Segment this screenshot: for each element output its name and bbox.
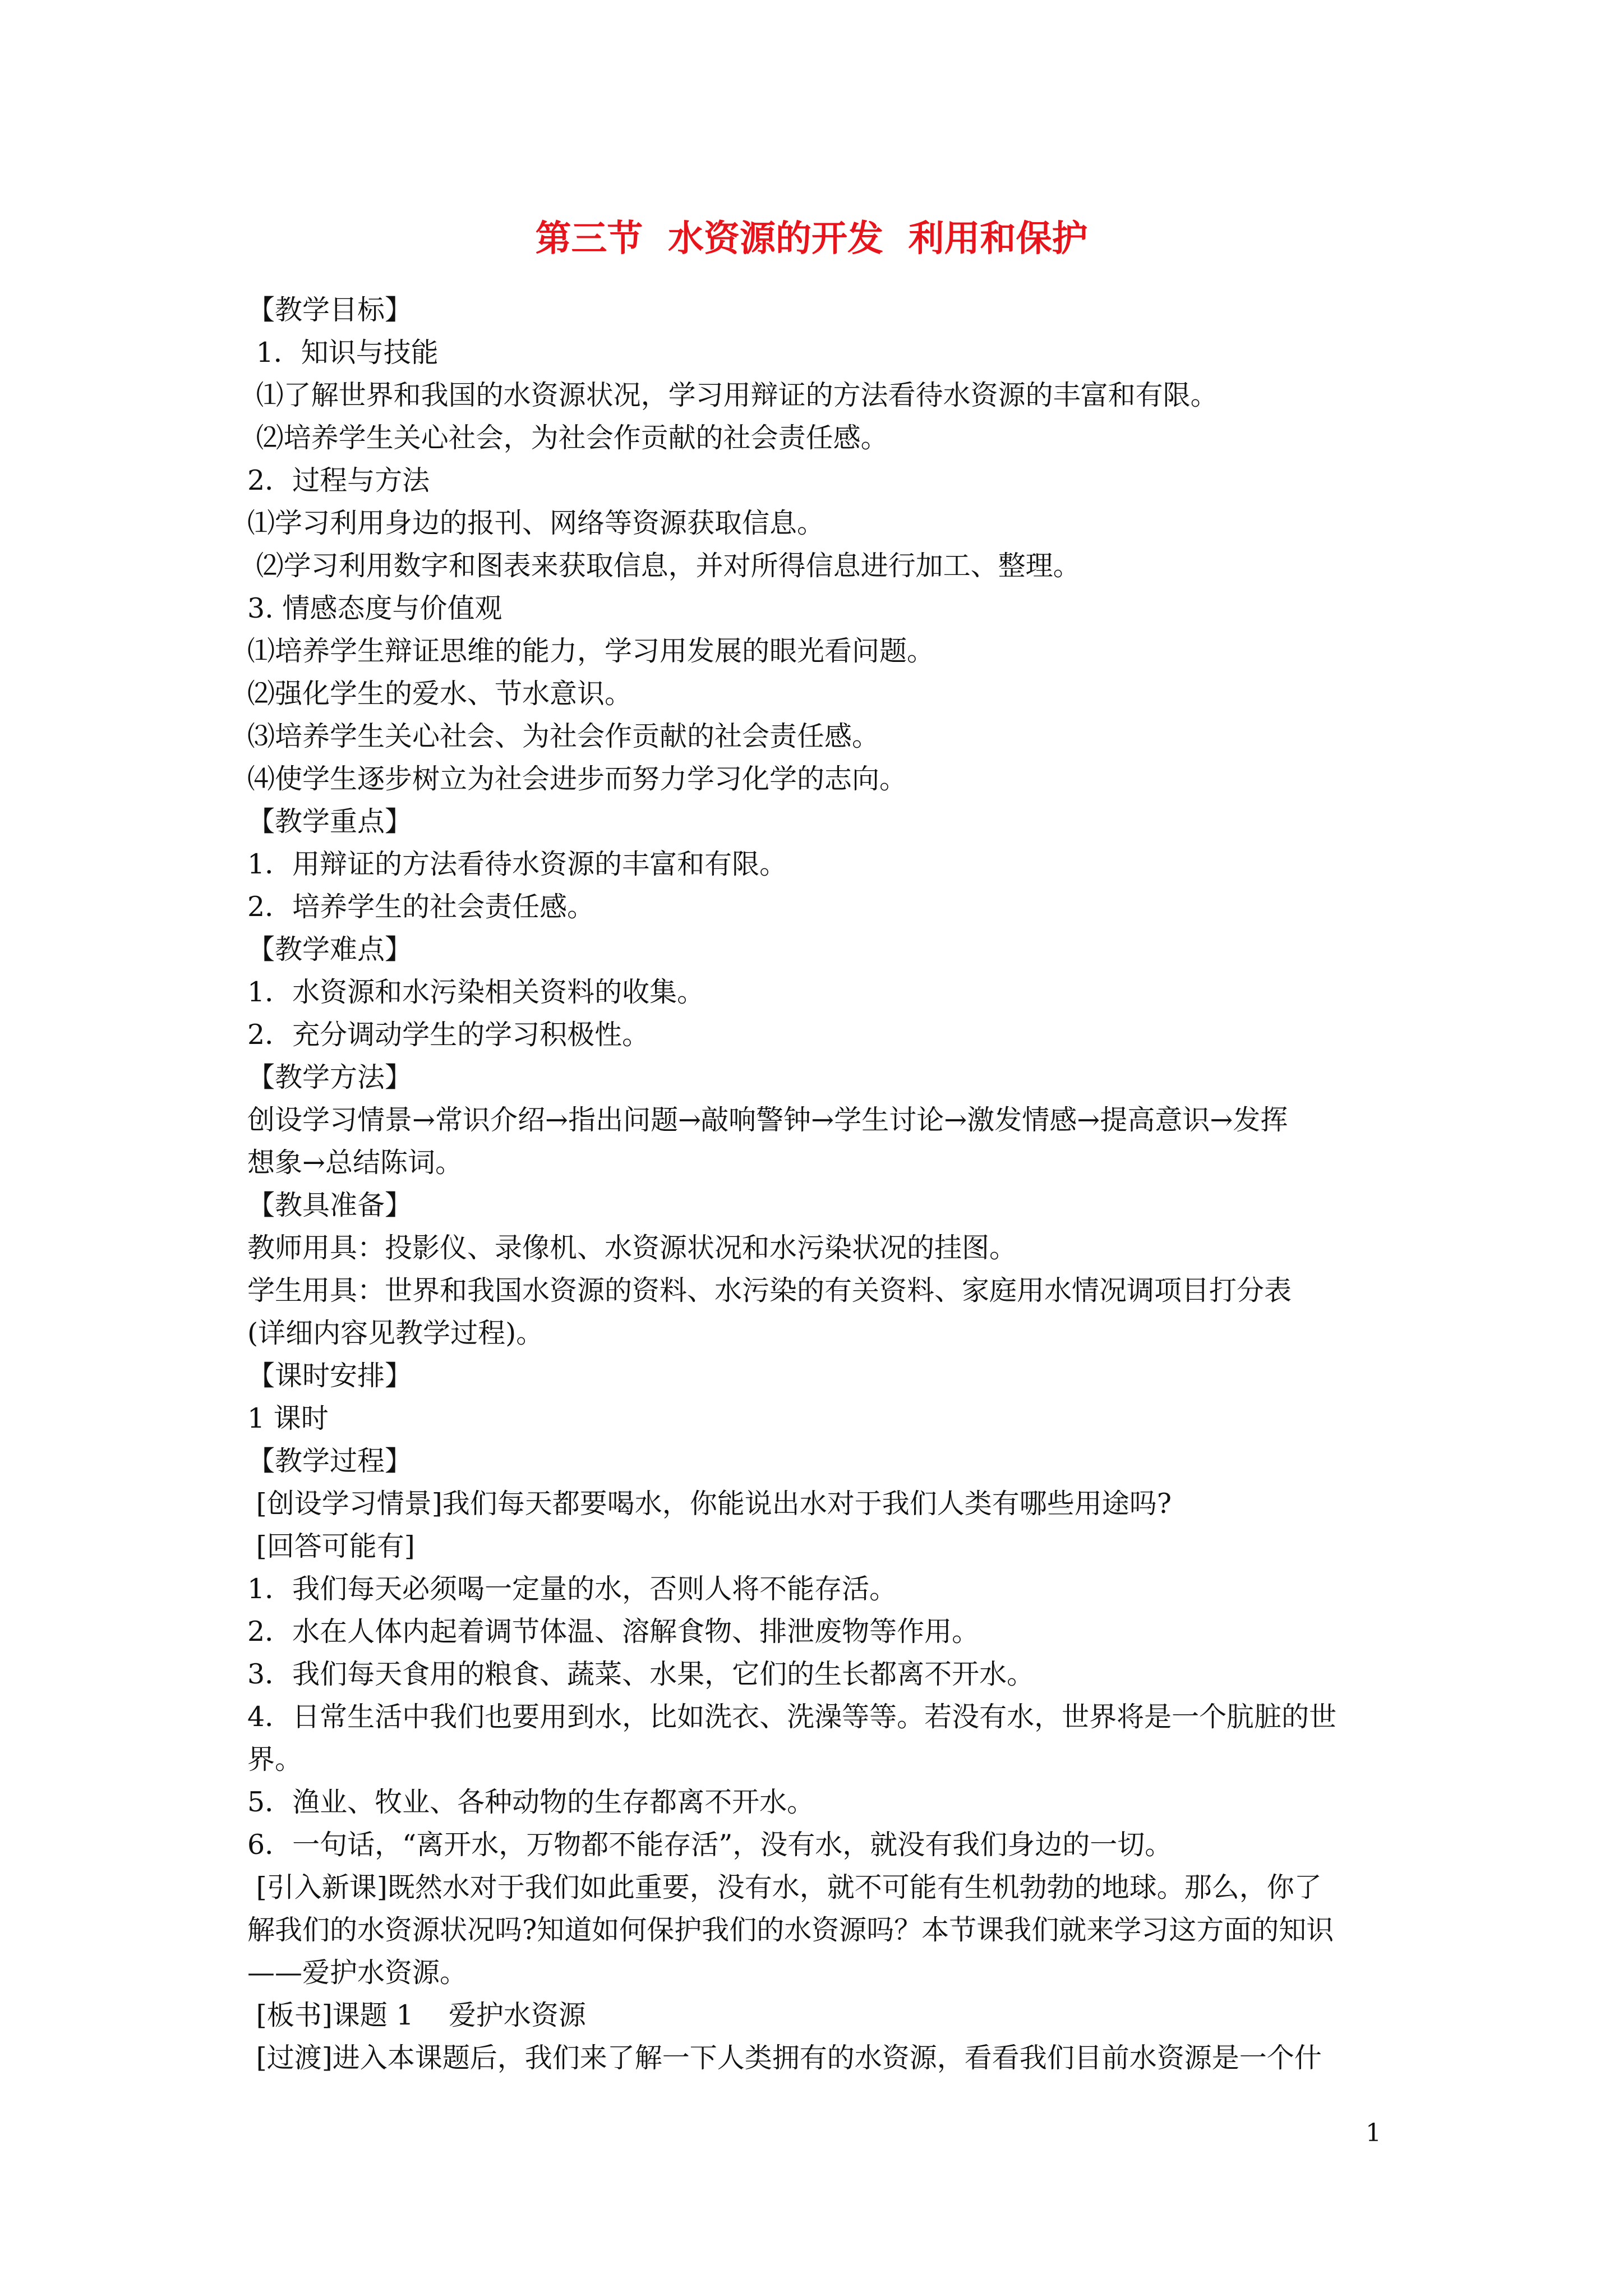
text-line: [过渡]进入本课题后，我们来了解一下人类拥有的水资源，看看我们目前水资源是一个什 [247,2042,1322,2074]
text-line: ⑴培养学生辩证思维的能力，学习用发展的眼光看问题。 [247,635,935,667]
text-line: 4．日常生活中我们也要用到水，比如洗衣、洗澡等等。若没有水，世界将是一个肮脏的世 [247,1701,1337,1733]
text-line: 2．充分调动学生的学习积极性。 [247,1019,650,1051]
text-line: 教师用具：投影仪、录像机、水资源状况和水污染状况的挂图。 [247,1232,1017,1264]
text-line: ⑴了解世界和我国的水资源状况，学习用辩证的方法看待水资源的丰富和有限。 [247,379,1218,411]
document-body [247,289,1391,2079]
text-line: 1．用辩证的方法看待水资源的丰富和有限。 [247,848,787,880]
text-line: 5．渔业、牧业、各种动物的生存都离不开水。 [247,1786,815,1818]
text-line: ⑵强化学生的爱水、节水意识。 [247,678,633,710]
page-number: 1 [1366,2119,1381,2147]
section-heading-schedule: 【课时安排】 [247,1360,413,1392]
text-line: ——爱护水资源。 [247,1957,468,1989]
text-line: ⑴学习利用身边的报刊、网络等资源获取信息。 [247,507,825,539]
text-line: 1．我们每天必须喝一定量的水，否则人将不能存活。 [247,1573,897,1605]
text-line: 学生用具：世界和我国水资源的资料、水污染的有关资料、家庭用水情况调项目打分表 [247,1274,1292,1306]
text-line: 1 课时 [247,1402,329,1434]
text-line: [引入新课]既然水对于我们如此重要，没有水，就不可能有生机勃勃的地球。那么，你了 [247,1871,1322,1903]
text-line: 3．我们每天食用的粮食、蔬菜、水果，它们的生长都离不开水。 [247,1658,1035,1690]
text-line: 3. 情感态度与价值观 [247,592,502,624]
text-line: ⑶培养学生关心社会、为社会作贡献的社会责任感。 [247,720,880,752]
section-heading-process: 【教学过程】 [247,1445,413,1477]
section-heading-difficulties: 【教学难点】 [247,933,413,965]
text-line: 2．过程与方法 [247,464,430,496]
text-line: 1．知识与技能 [247,337,439,369]
text-line: 1．水资源和水污染相关资料的收集。 [247,976,705,1008]
text-line: 6．一句话，“离开水，万物都不能存活”，没有水，就没有我们身边的一切。 [247,1829,1173,1861]
text-line: 想象→总结陈词。 [247,1147,463,1179]
text-line: ⑵培养学生关心社会，为社会作贡献的社会责任感。 [247,422,888,454]
section-heading-materials: 【教具准备】 [247,1189,413,1221]
text-line: [板书]课题 1 爱护水资源 [247,1999,586,2031]
section-heading-objectives: 【教学目标】 [247,294,413,326]
section-heading-key-points: 【教学重点】 [247,806,413,838]
text-line: 创设学习情景→常识介绍→指出问题→敲响警钟→学生讨论→激发情感→提高意识→发挥 [247,1104,1288,1136]
text-line: 解我们的水资源状况吗?知道如何保护我们的水资源吗？本节课我们就来学习这方面的知识 [247,1914,1334,1946]
text-line: 界。 [247,1743,303,1775]
text-line: 2．培养学生的社会责任感。 [247,891,595,923]
text-line: ⑵学习利用数字和图表来获取信息，并对所得信息进行加工、整理。 [247,550,1081,582]
text-line: 2．水在人体内起着调节体温、溶解食物、排泄废物等作用。 [247,1616,980,1648]
text-line: ⑷使学生逐步树立为社会进步而努力学习化学的志向。 [247,763,907,795]
document-title: 第三节 水资源的开发 利用和保护 [535,218,1088,260]
text-line: (详细内容见教学过程)。 [247,1317,544,1349]
section-heading-methods: 【教学方法】 [247,1061,413,1093]
text-line: [回答可能有] [247,1530,415,1562]
text-line: [创设学习情景]我们每天都要喝水，你能说出水对于我们人类有哪些用途吗? [247,1488,1172,1520]
